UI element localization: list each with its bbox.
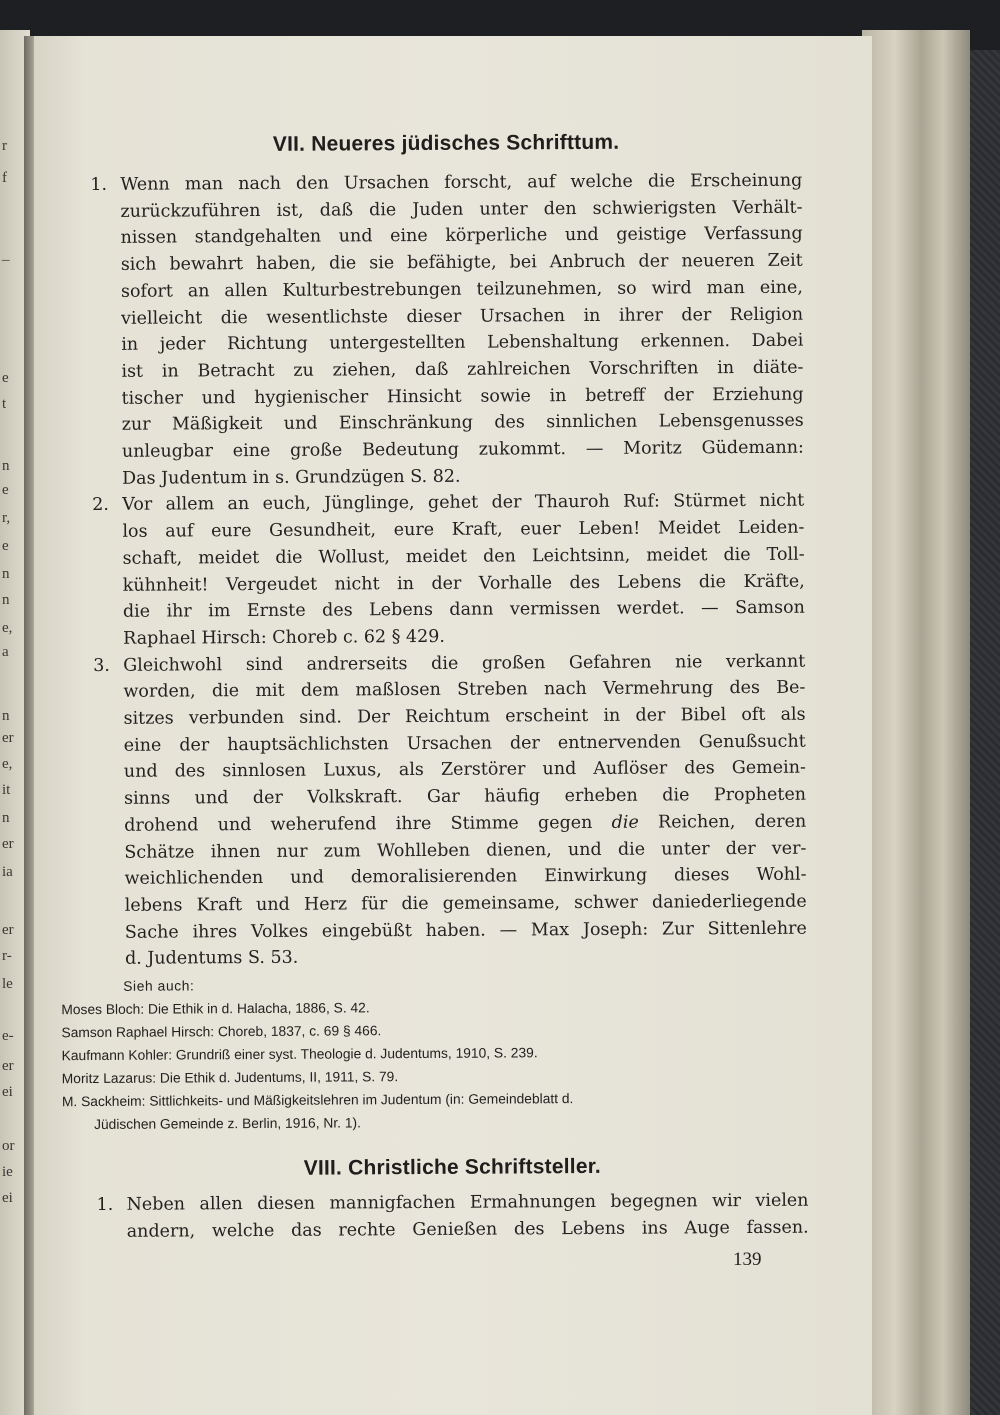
text-line: zur Mäßigkeit und Einschränkung des sinnlichen Lebensgenusses — [121, 410, 804, 436]
text-line: sinns und der Volkskraft. Gar häufig erheben die Propheten — [124, 784, 807, 809]
text-fragment: Reichen, deren — [657, 811, 807, 833]
margin-fragment: a — [2, 644, 9, 660]
text-line: in jeder Richtung untergestellten Lebenshaltung erkennen. Dabei — [121, 330, 804, 356]
paragraph-number: 3. — [93, 655, 111, 676]
margin-fragment: ia — [2, 864, 13, 880]
margin-fragment: er — [2, 836, 14, 852]
margin-fragment: ei — [2, 1190, 13, 1206]
paragraph-lines — [126, 1188, 808, 1246]
paragraph-1 — [90, 168, 804, 493]
paragraph-lines — [124, 835, 807, 973]
margin-fragment: e — [2, 370, 9, 386]
text-line: Sache ihres Volkes eingebüßt haben. — Max Joseph: Zur Sittenlehre — [124, 918, 807, 943]
text-line: worden, die mit dem maßlosen Streben nach Vermehrung des Be- — [123, 677, 806, 703]
text-fragment: drohend und weherufend ihre Stimme gegen — [124, 812, 593, 836]
text-line: zurückzuführen ist, daß die Juden unter den schwierigsten Verhält- — [120, 197, 803, 222]
section-heading-viii: VIII. Christliche Schriftsteller. — [303, 1154, 601, 1180]
text-line — [124, 809, 806, 840]
text-line: weichlichenden und demoralisierenden Einwirkung dieses Wohl- — [124, 864, 807, 890]
text-line: los auf eure Gesundheit, eure Kraft, euer Leben! Meidet Leiden- — [122, 517, 805, 542]
text-line: kühnheit! Vergeudet nicht in der Vorhalle des Lebens die Kräfte, — [122, 571, 805, 596]
page-stack-edge — [862, 30, 970, 1415]
page-number: 139 — [733, 1249, 762, 1270]
text-line: sich bewahrt haben, die sie befähigte, bei Anbruch der neueren Zeit — [120, 250, 803, 275]
paragraph-number: 1. — [96, 1194, 114, 1216]
text-line: Wenn man nach den Ursachen forscht, auf welche die Erscheinung — [120, 170, 803, 195]
paragraph-lines — [120, 168, 804, 493]
paragraph-lines — [122, 488, 805, 652]
margin-fragment: e — [2, 538, 9, 554]
text-line: tischer und hygienischer Hinsicht sowie in betreff der Erziehung — [121, 384, 804, 409]
reference-list — [61, 994, 808, 1114]
text-line: Schätze ihnen nur zum Wohlleben dienen, und die unter der ver- — [124, 838, 807, 863]
paragraph-number: 1. — [90, 174, 108, 195]
margin-fragment: e — [2, 482, 9, 498]
margin-fragment: e- — [2, 1028, 14, 1044]
margin-fragment: n — [2, 458, 10, 474]
margin-fragment: n — [2, 708, 10, 724]
margin-fragment: – — [2, 252, 10, 268]
text-line: vielleicht die wesentlichste dieser Ursachen in ihrer der Religion — [121, 304, 804, 329]
text-line: Gleichwohl sind andrerseits die großen Gefahren nie verkannt — [123, 651, 806, 676]
margin-fragment: or — [2, 1138, 15, 1154]
reference-item: Samson Raphael Hirsch: Choreb, 1837, c. 69 § 466. — [61, 1023, 382, 1041]
book-page — [34, 36, 872, 1415]
page-text — [61, 130, 809, 1246]
text-line: ist in Betracht zu ziehen, daß zahlreichen Vorschriften in diäte- — [121, 357, 804, 382]
text-line: Vor allem an euch, Jünglinge, gehet der Thauroh Ruf: Stürmet nicht — [122, 491, 805, 516]
margin-fragment: er — [2, 922, 14, 938]
text-line: schaft, meidet die Wollust, meidet den Leichtsinn, meidet die Toll- — [122, 544, 805, 569]
margin-fragment: e, — [2, 756, 13, 772]
margin-fragment: ei — [2, 1084, 13, 1100]
margin-fragment: n — [2, 810, 10, 826]
margin-fragment: it — [2, 782, 11, 798]
margin-fragment: e, — [2, 620, 13, 636]
paragraph-2 — [92, 488, 805, 653]
text-line: sofort an allen Kulturbestrebungen teilzunehmen, so wird man eine, — [120, 277, 804, 302]
text-line: d. Judentums S. 53. — [124, 948, 299, 970]
see-also-label: Sieh auch: — [123, 978, 195, 994]
text-line: eine der hauptsächlichsten Ursachen der entnervenden Genußsucht — [123, 731, 806, 756]
text-line: andern, welche das rechte Genießen des Lebens ins Auge fassen. — [126, 1217, 809, 1242]
text-line: Neben allen diesen mannigfachen Ermahnungen begegnen wir vielen — [126, 1190, 809, 1215]
reference-item: Moritz Lazarus: Die Ethik d. Judentums, II, 1911, S. 79. — [61, 1069, 399, 1087]
margin-fragment: ie — [2, 1164, 13, 1180]
section-heading-vii: VII. Neueres jüdisches Schrifttum. — [272, 130, 620, 156]
text-line: sitzes verbunden sind. Der Reichtum erscheint in der Bibel oft als — [123, 704, 806, 729]
reference-continuation: Jüdischen Gemeinde z. Berlin, 1916, Nr. 1). — [94, 1115, 361, 1133]
margin-fragment: f — [2, 170, 7, 186]
margin-fragment: r, — [2, 510, 11, 526]
text-line: unleugbar eine große Bedeutung zukommt. — Moritz Güdemann: — [121, 437, 804, 462]
reference-item: Kaufmann Kohler: Grundriß einer syst. Theologie d. Judentums, 1910, S. 239. — [61, 1045, 538, 1064]
paragraph-3 — [93, 648, 807, 973]
text-line: nissen standgehalten und eine körperliche und geistige Verfassung — [120, 224, 803, 249]
margin-fragment: r- — [2, 948, 12, 964]
text-line: Das Judentum in s. Grundzügen S. 82. — [122, 466, 461, 489]
margin-fragment: r — [2, 138, 7, 154]
italic-word: die — [611, 812, 639, 833]
paragraph-lines — [123, 648, 806, 812]
text-line: Raphael Hirsch: Choreb c. 62 § 429. — [123, 626, 446, 649]
see-also-references — [61, 971, 808, 1137]
margin-fragment: t — [2, 396, 7, 412]
margin-fragment: le — [2, 976, 13, 992]
margin-fragment: er — [2, 1058, 14, 1074]
paragraph-viii-1 — [96, 1188, 808, 1246]
paragraph-number: 2. — [92, 495, 110, 516]
margin-fragment: n — [2, 566, 10, 582]
text-line: die ihr im Ernste des Lebens dann vermissen werdet. — Samson — [122, 597, 805, 623]
reference-item: Moses Bloch: Die Ethik in d. Halacha, 1886, S. 42. — [61, 1000, 370, 1018]
margin-fragment: n — [2, 592, 10, 608]
text-line: lebens Kraft und Herz für die gemeinsame, schwer daniederliegende — [124, 891, 807, 916]
reference-item: M. Sackheim: Sittlichkeits- und Mäßigkeitslehren im Judentum (in: Gemeindeblatt d. — [61, 1091, 574, 1110]
text-line: und des sinnlosen Luxus, als Zerstörer und Auflöser des Gemein- — [123, 758, 806, 783]
margin-fragment: er — [2, 730, 14, 746]
